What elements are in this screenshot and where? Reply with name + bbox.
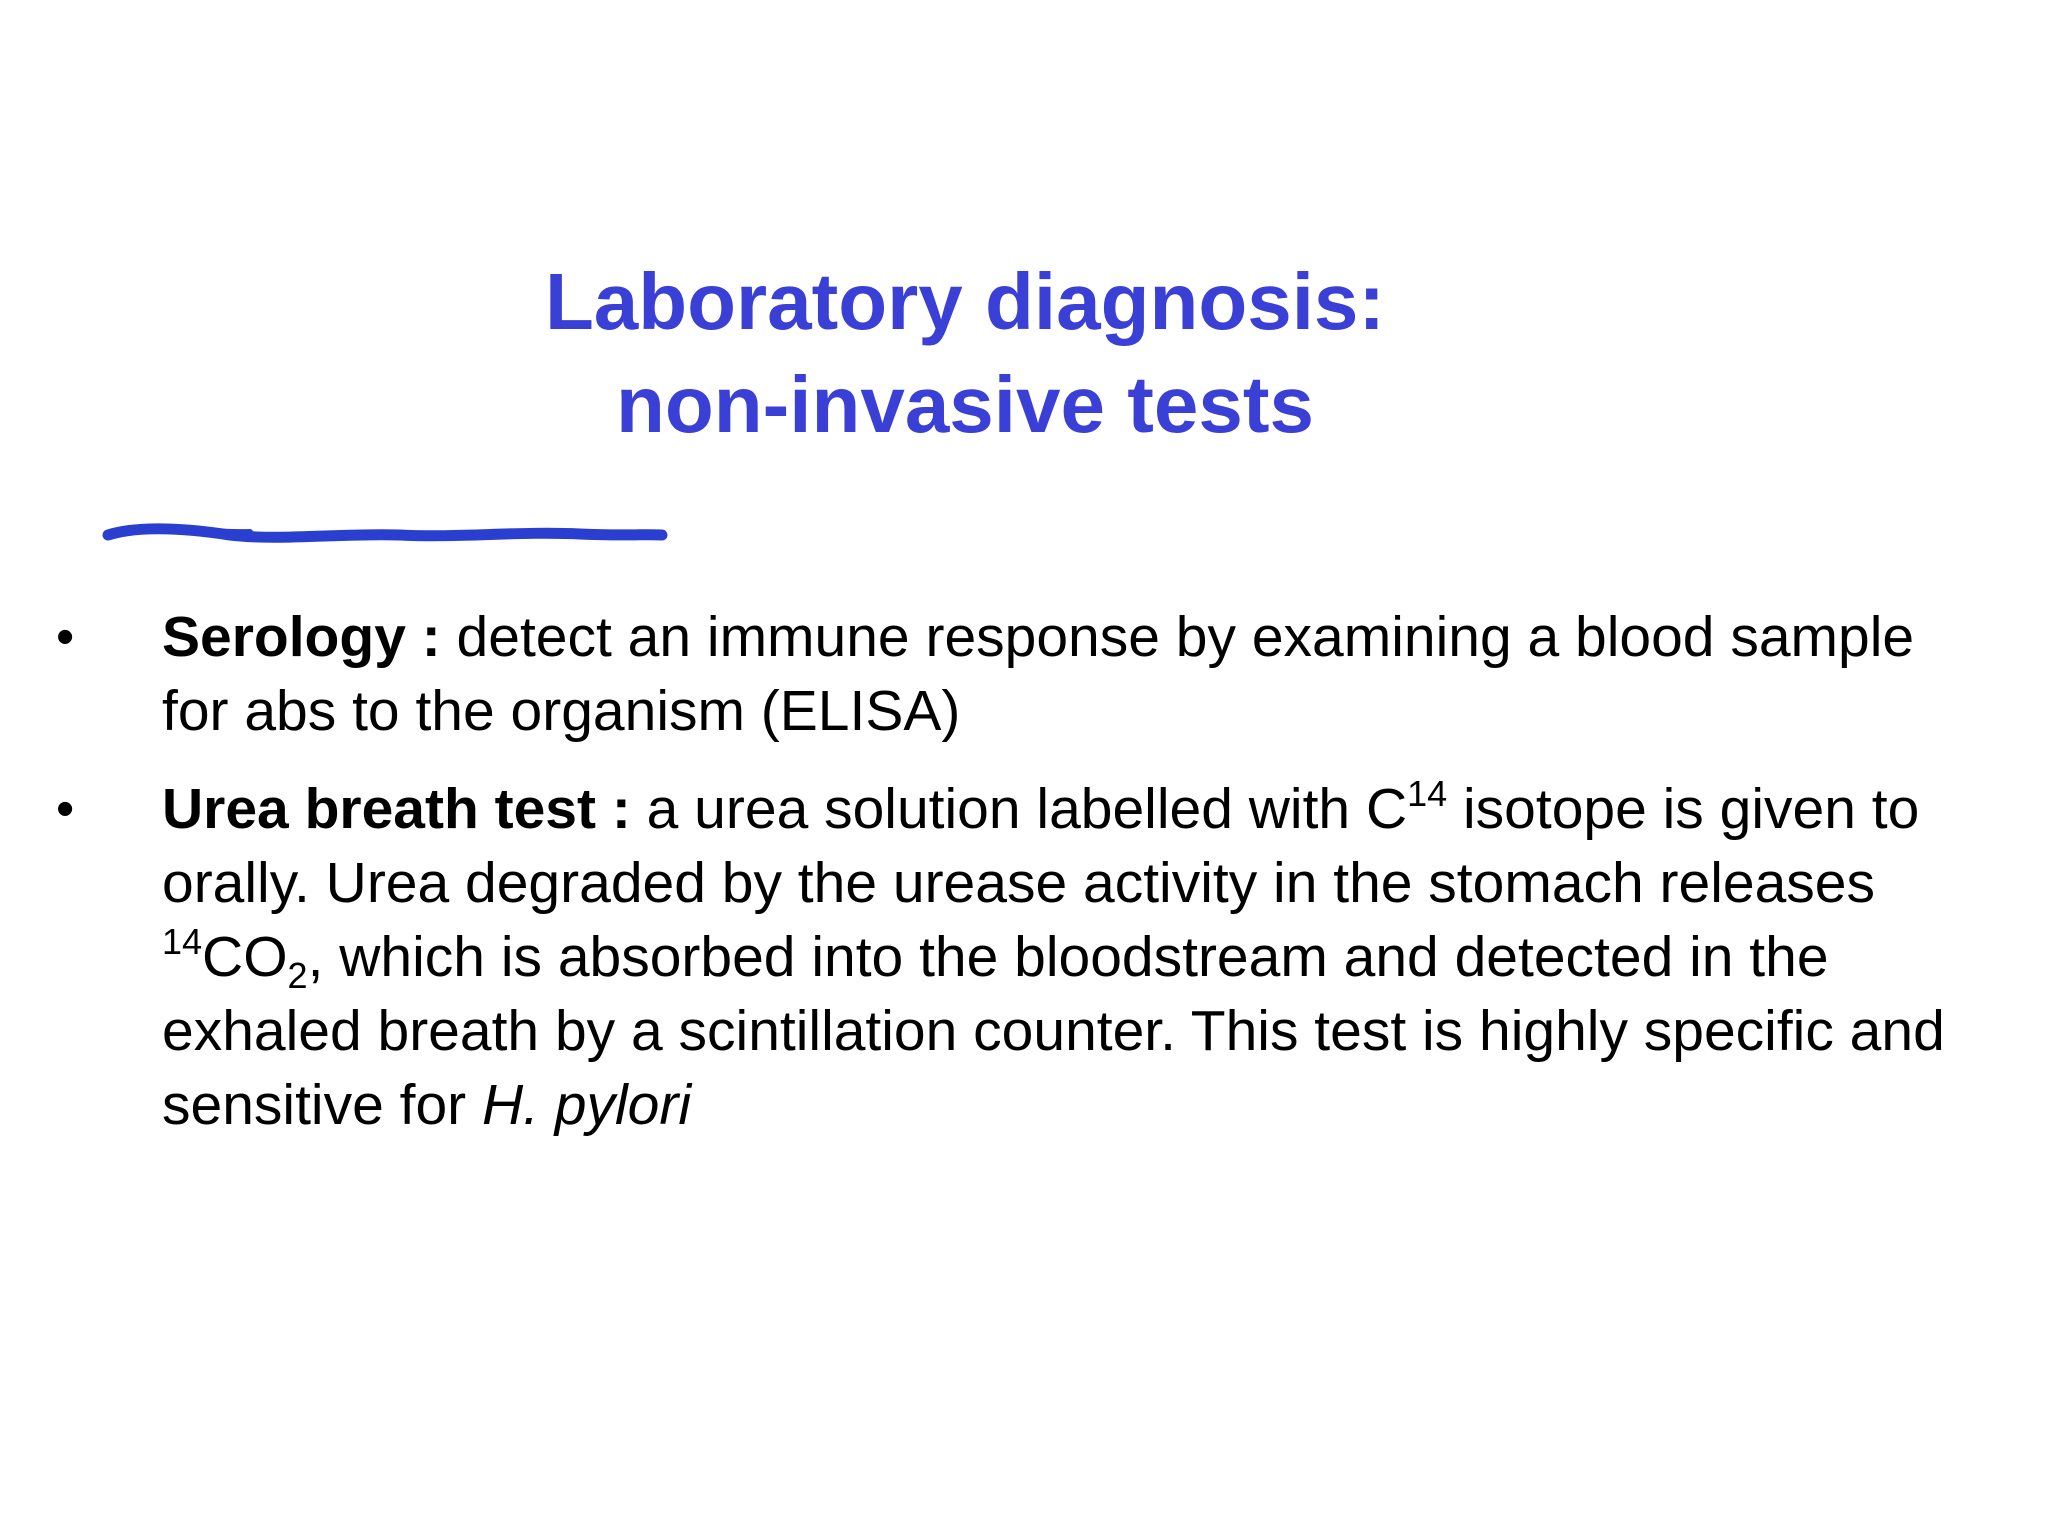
superscript-14: 14 xyxy=(162,921,203,962)
ink-underline-stroke xyxy=(100,515,670,555)
subscript-2: 2 xyxy=(287,955,308,996)
urea-text-part-2: isotope is given to orally. Urea degraded by the urease activity in the stomach releases xyxy=(162,777,1920,915)
urea-text-part-1: a urea solution labelled with C xyxy=(630,777,1408,841)
bullet-urea-breath-test xyxy=(0,772,1952,1142)
title-line-2: non-invasive tests xyxy=(615,360,1314,449)
co-text: CO xyxy=(202,925,288,989)
serology-description: detect an immune response by examining a blood sample for abs to the organism (ELISA) xyxy=(162,605,1915,743)
title-line-1: Laboratory diagnosis: xyxy=(544,257,1386,346)
term-urea-breath-test: Urea breath test : xyxy=(162,777,631,841)
slide-title xyxy=(0,250,1930,456)
organism-name: H. pylori xyxy=(481,1073,692,1137)
bullet-serology xyxy=(0,600,1952,748)
term-serology: Serology : xyxy=(162,605,441,669)
bullet-marker: • xyxy=(56,608,75,666)
urea-text-part-4: , which is absorbed into the bloodstream and detected in the exhaled breath by a scintillation counter. This test is highly specific and sensitive for xyxy=(162,925,1945,1137)
superscript-14: 14 xyxy=(1407,773,1448,814)
bullet-list xyxy=(0,600,2048,1166)
bullet-marker: • xyxy=(56,780,75,838)
